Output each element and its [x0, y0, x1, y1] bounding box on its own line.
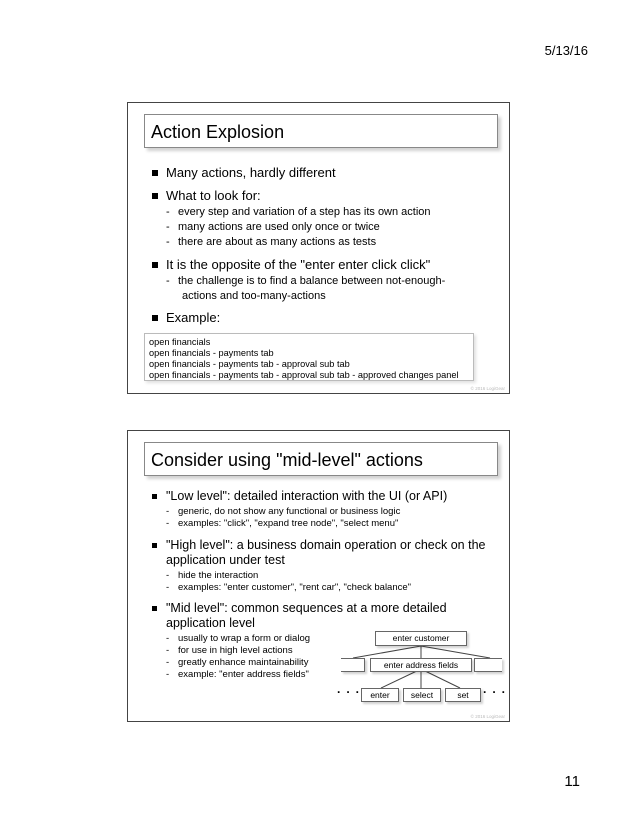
diagram-ellipsis-left: · · · [337, 685, 361, 699]
diagram-box-set: set [445, 688, 481, 702]
sub-bullet-item: - every step and variation of a step has its own action [166, 206, 431, 218]
sub-bullet-item: - examples: "click", "expand tree node", "select menu" [166, 518, 399, 529]
sub-bullet-item: - for use in high level actions [166, 645, 293, 656]
sub-bullet-item: - there are about as many actions as tests [166, 236, 377, 248]
sub-bullet-text: many actions are used only once or twice [178, 221, 380, 233]
example-line: open financials - payments tab [149, 348, 274, 358]
action-hierarchy-diagram [333, 631, 508, 706]
sub-bullet-item: - example: "enter address fields" [166, 669, 309, 680]
square-bullet-icon [152, 494, 157, 499]
square-bullet-icon [152, 170, 158, 176]
bullet-text: What to look for: [166, 188, 261, 203]
sub-bullet-text: hide the interaction [178, 570, 259, 581]
sub-bullet-text: greatly enhance maintainability [178, 657, 309, 668]
copyright-text: © 2016 LogiGear [470, 714, 505, 719]
square-bullet-icon [152, 193, 158, 199]
bullet-item [152, 165, 492, 181]
bullet-text: application under test [166, 553, 285, 567]
sub-bullet-text: example: "enter address fields" [178, 669, 309, 680]
sub-bullet-item: - greatly enhance maintainability [166, 657, 309, 668]
bullet-text: "Low level": detailed interaction with the UI (or API) [166, 489, 448, 503]
copyright-text: © 2016 LogiGear [470, 386, 505, 391]
sub-bullet-item: - generic, do not show any functional or business logic [166, 506, 401, 517]
diagram-box-middle: enter address fields [370, 658, 472, 672]
bullet-item [152, 601, 492, 631]
page-number: 11 [564, 773, 580, 790]
bullet-item [152, 489, 492, 504]
bullet-text: Example: [166, 310, 221, 325]
sub-bullet-item: - examples: "enter customer", "rent car", "check balance" [166, 582, 412, 593]
diagram-ellipsis-right: · · · [483, 685, 507, 699]
sub-bullet-text: actions and too-many-actions [182, 290, 326, 302]
sub-bullet-item: - hide the interaction [166, 570, 259, 581]
diagram-box-top: enter customer [375, 631, 467, 646]
bullet-item [152, 188, 492, 204]
sub-bullet-text: for use in high level actions [178, 645, 293, 656]
sub-bullet-text: examples: "click", "expand tree node", "select menu" [178, 518, 399, 529]
slide-title: Consider using "mid-level" actions [144, 442, 498, 476]
square-bullet-icon [152, 315, 158, 321]
diagram-box-left-partial [341, 658, 365, 672]
diagram-box-select: select [403, 688, 441, 702]
example-line: open financials - payments tab - approval sub tab - approved changes panel [149, 370, 459, 380]
sub-bullet-item: - many actions are used only once or twice [166, 221, 380, 233]
bullet-text: It is the opposite of the "enter enter click click" [166, 257, 431, 272]
bullet-item [152, 310, 492, 326]
example-line: open financials [149, 337, 211, 347]
diagram-box-right-partial [474, 658, 502, 672]
sub-bullet-text: examples: "enter customer", "rent car", "check balance" [178, 582, 412, 593]
sub-bullet-item: - usually to wrap a form or dialog [166, 633, 311, 644]
square-bullet-icon [152, 543, 157, 548]
square-bullet-icon [152, 606, 157, 611]
sub-bullet-text: there are about as many actions as tests [178, 236, 377, 248]
sub-bullet-text: usually to wrap a form or dialog [178, 633, 311, 644]
bullet-text: "High level": a business domain operation or check on the [166, 538, 486, 552]
example-box [144, 333, 474, 381]
sub-bullet-text: generic, do not show any functional or business logic [178, 506, 401, 517]
bullet-item [152, 538, 492, 568]
bullet-item [152, 257, 492, 273]
bullet-text: application level [166, 616, 255, 630]
slide-action-explosion [127, 102, 510, 394]
page-date: 5/13/16 [544, 43, 588, 58]
sub-bullet-text: every step and variation of a step has its own action [178, 206, 431, 218]
slide-mid-level-actions [127, 430, 510, 722]
sub-bullet-item [166, 290, 496, 303]
diagram-box-enter: enter [361, 688, 399, 702]
example-line: open financials - payments tab - approval sub tab [149, 359, 350, 369]
sub-bullet-item: - the challenge is to find a balance between not-enough- [166, 275, 446, 287]
square-bullet-icon [152, 262, 158, 268]
sub-bullet-text: the challenge is to find a balance between not-enough- [178, 275, 446, 287]
bullet-text: Many actions, hardly different [166, 165, 336, 180]
slide-title: Action Explosion [144, 114, 498, 148]
bullet-text: "Mid level": common sequences at a more detailed [166, 601, 447, 615]
